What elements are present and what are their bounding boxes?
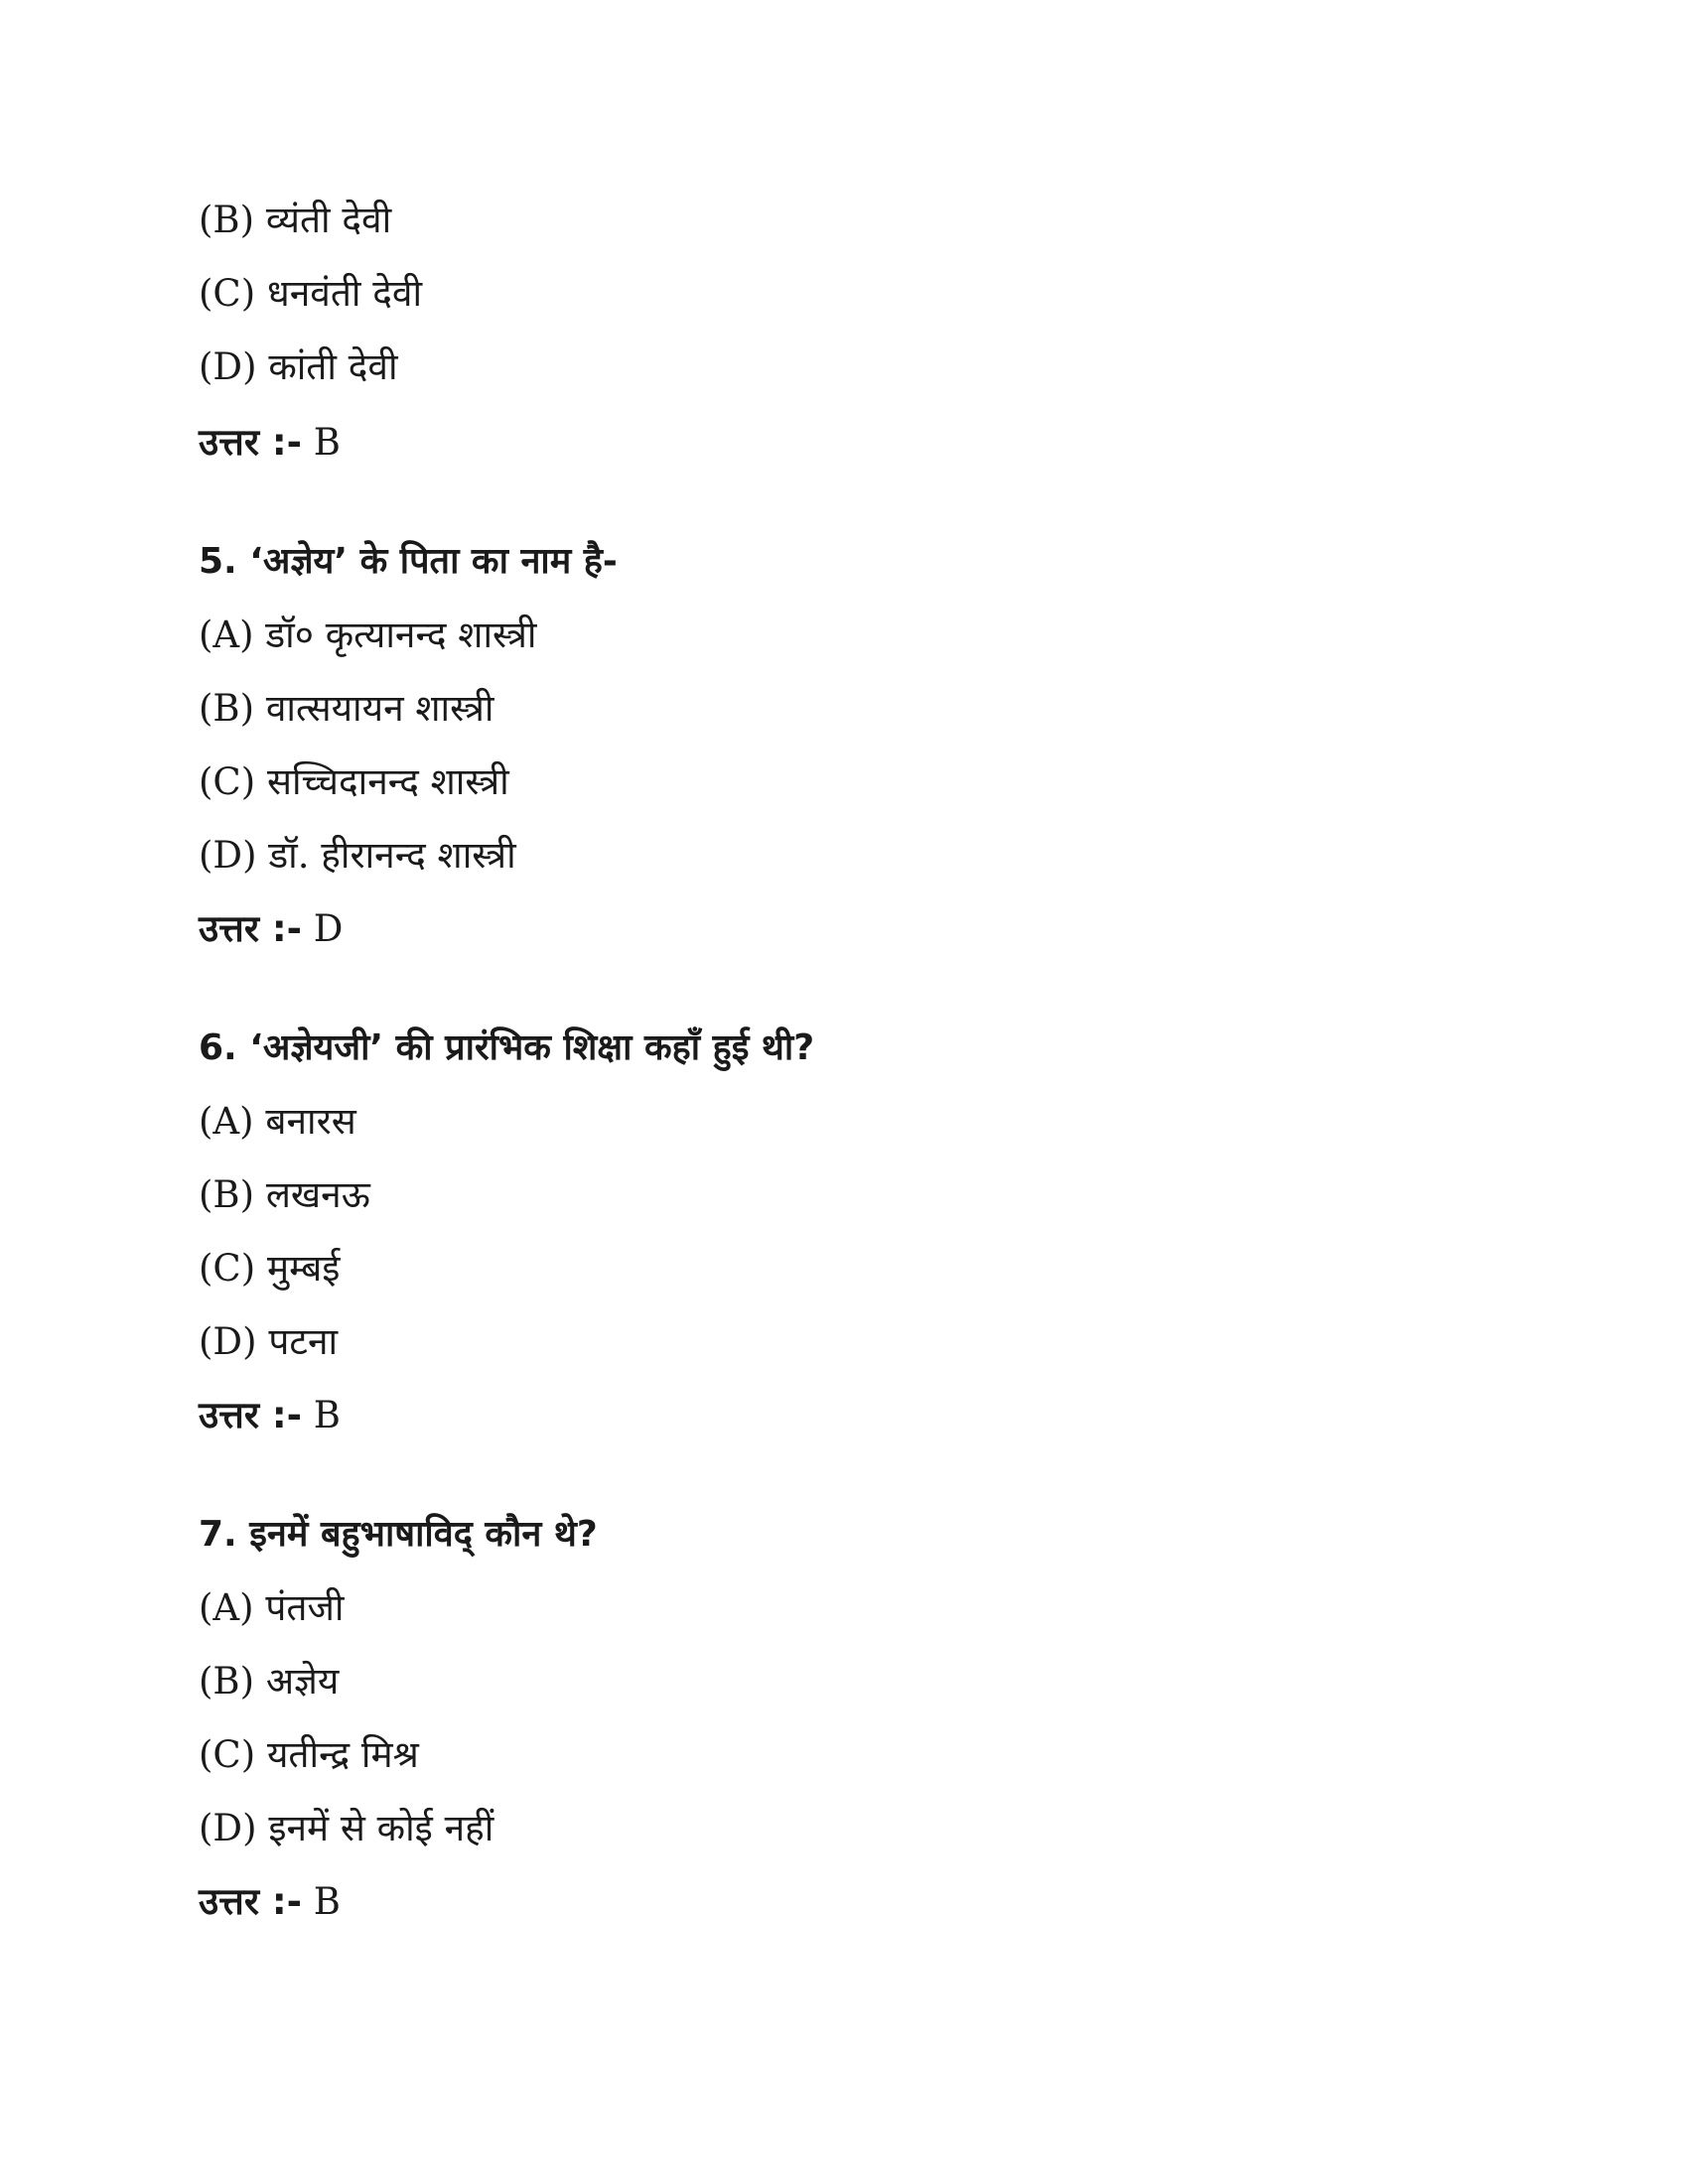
option-c: (C) धनवंती देवी — [199, 272, 423, 315]
answer-value: B — [313, 1394, 341, 1436]
option-c: (C) मुम्बई — [199, 1247, 341, 1290]
option-b: (B) अज्ञेय — [199, 1660, 340, 1703]
answer-value: B — [313, 421, 341, 464]
option-b: (B) लखनऊ — [199, 1173, 370, 1216]
option-c: (C) यतीन्द्र मिश्र — [199, 1733, 419, 1776]
option-d: (D) डॉ. हीरानन्द शास्त्री — [199, 834, 516, 877]
option-b: (B) व्यंती देवी — [199, 199, 392, 241]
answer-key: उत्तर :- — [199, 907, 303, 950]
option-d: (D) पटना — [199, 1320, 339, 1363]
answer-line — [199, 904, 343, 954]
option-a: (A) डॉ० कृत्यानन्द शास्त्री — [199, 614, 537, 656]
answer-line — [199, 418, 341, 468]
answer-key: उत्तर :- — [199, 1394, 303, 1436]
option-b: (B) वात्सयायन शास्त्री — [199, 687, 494, 730]
option-c: (C) सच्चिदानन्द शास्त्री — [199, 760, 509, 803]
question-6: 6. ‘अज्ञेयजी’ की प्रारंभिक शिक्षा कहाँ हुई थी? — [199, 1027, 815, 1068]
answer-key: उत्तर :- — [199, 421, 303, 464]
answer-value: B — [313, 1880, 341, 1923]
answer-key: उत्तर :- — [199, 1880, 303, 1923]
answer-value: D — [313, 907, 344, 950]
question-5: 5. ‘अज्ञेय’ के पिता का नाम है- — [199, 541, 618, 582]
answer-line — [199, 1877, 341, 1927]
answer-line — [199, 1391, 341, 1440]
question-7: 7. इनमें बहुभाषाविद् कौन थे? — [199, 1514, 598, 1555]
option-a: (A) बनारस — [199, 1100, 356, 1143]
option-a: (A) पंतजी — [199, 1586, 345, 1629]
option-d: (D) इनमें से कोई नहीं — [199, 1807, 494, 1849]
option-d: (D) कांती देवी — [199, 345, 398, 388]
